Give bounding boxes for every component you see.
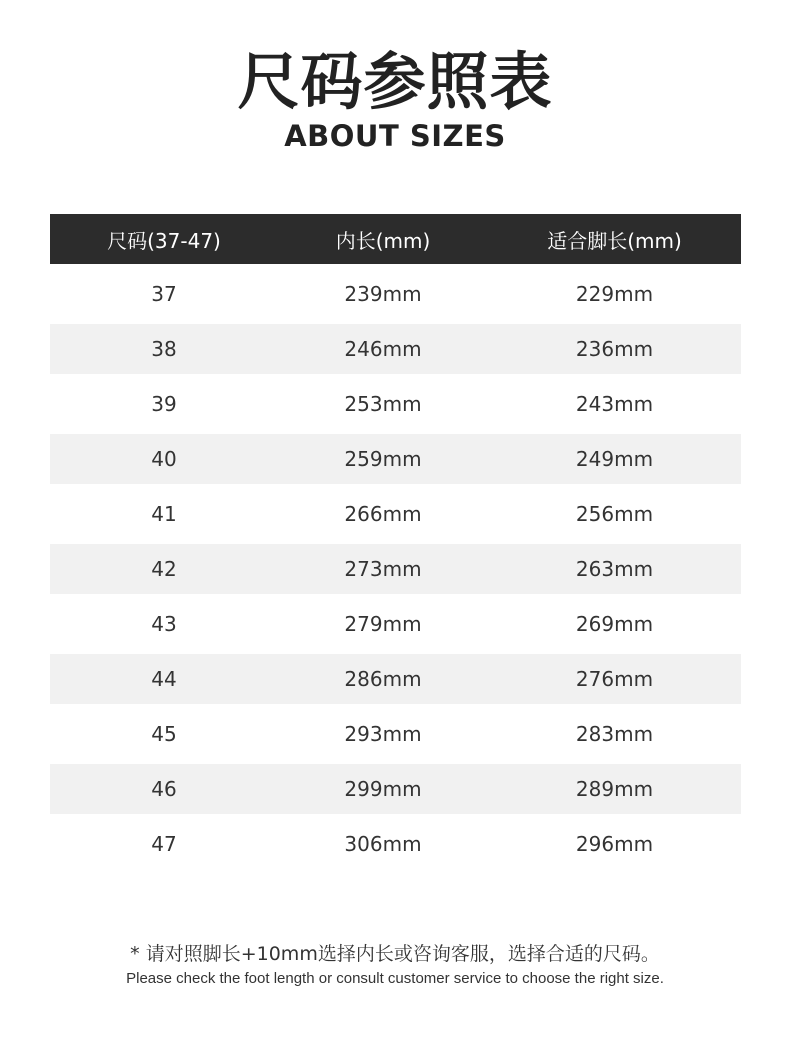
table-row <box>50 324 741 374</box>
cell-foot-length: 283mm <box>575 722 654 746</box>
cell-foot-length: 236mm <box>575 337 654 361</box>
cell-size: 43 <box>151 612 177 636</box>
note-en: Please check the foot length or consult customer service to choose the right size. <box>126 970 664 987</box>
cell-inner-length: 293mm <box>344 722 422 746</box>
column-header-foot-length: 适合脚长(mm) <box>547 228 682 253</box>
table-row <box>50 379 741 429</box>
cell-inner-length: 279mm <box>344 612 422 636</box>
cell-inner-length: 266mm <box>344 502 422 526</box>
cell-inner-length: 306mm <box>344 832 422 856</box>
cell-inner-length: 286mm <box>344 667 422 691</box>
cell-inner-length: 259mm <box>344 447 422 471</box>
cell-inner-length: 299mm <box>344 777 422 801</box>
table-row <box>50 434 741 484</box>
cell-foot-length: 256mm <box>575 502 654 526</box>
cell-foot-length: 276mm <box>575 667 654 691</box>
cell-foot-length: 249mm <box>575 447 654 471</box>
table-header <box>50 214 741 264</box>
cell-size: 45 <box>151 722 177 746</box>
cell-foot-length: 243mm <box>575 392 654 416</box>
cell-inner-length: 253mm <box>344 392 422 416</box>
cell-size: 44 <box>151 667 177 691</box>
table-row <box>50 599 741 649</box>
cell-foot-length: 269mm <box>575 612 654 636</box>
table-row <box>50 764 741 814</box>
cell-foot-length: 289mm <box>575 777 654 801</box>
table-row <box>50 489 741 539</box>
cell-size: 42 <box>151 557 177 581</box>
cell-foot-length: 229mm <box>575 282 654 306</box>
note-zh: * 请对照脚长+10mm选择内长或咨询客服，选择合适的尺码。 <box>130 943 660 965</box>
column-header-inner-length: 内长(mm) <box>335 228 431 253</box>
page-title-zh: 尺码参照表 <box>237 45 553 118</box>
cell-size: 39 <box>151 392 177 416</box>
page-title-en: ABOUT SIZES <box>284 119 506 153</box>
cell-size: 41 <box>151 502 177 526</box>
cell-inner-length: 273mm <box>344 557 422 581</box>
cell-foot-length: 296mm <box>575 832 654 856</box>
cell-size: 37 <box>151 282 177 306</box>
table-row <box>50 709 741 759</box>
cell-size: 40 <box>151 447 177 471</box>
cell-size: 38 <box>151 337 177 361</box>
cell-inner-length: 239mm <box>344 282 422 306</box>
table-row <box>50 269 741 319</box>
size-table <box>50 214 741 869</box>
cell-inner-length: 246mm <box>344 337 422 361</box>
cell-size: 46 <box>151 777 177 801</box>
table-row <box>50 544 741 594</box>
table-row <box>50 819 741 869</box>
cell-foot-length: 263mm <box>575 557 654 581</box>
column-header-size: 尺码(37-47) <box>107 228 221 253</box>
table-row <box>50 654 741 704</box>
cell-size: 47 <box>151 832 177 856</box>
